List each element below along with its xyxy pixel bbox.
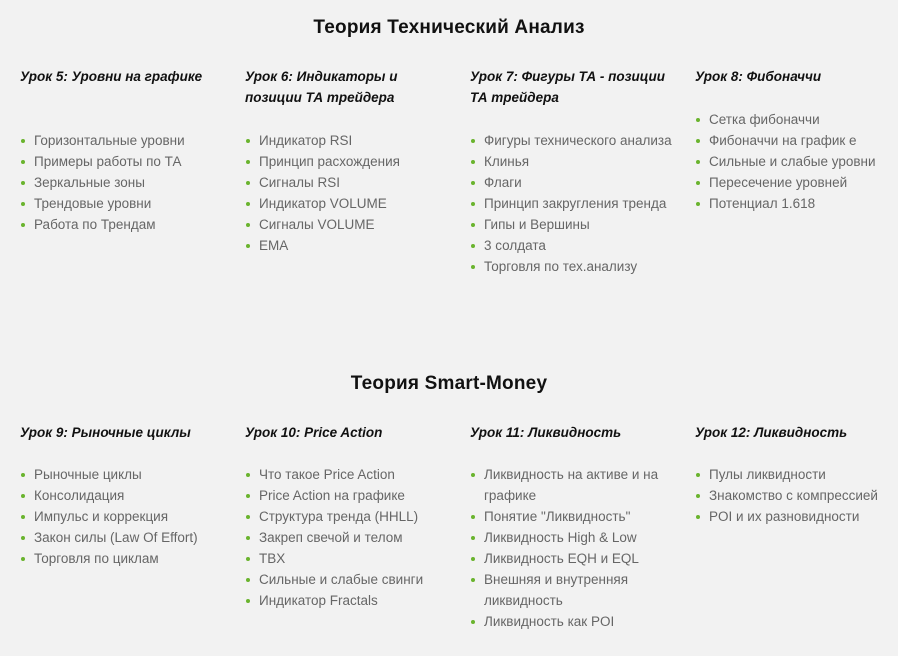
list-item: Горизонтальные уровни [20,130,230,151]
list-item: Принцип закругления тренда [470,193,680,214]
lesson-card-12 [695,422,893,527]
list-item: Ликвидность на активе и на графике [470,464,680,506]
list-item: Пересечение уровней [695,172,893,193]
list-item: Индикатор RSI [245,130,455,151]
list-item: Рыночные циклы [20,464,230,485]
lesson-title: Урок 5: Уровни на графике [20,69,203,84]
list-item: Структура тренда (HHLL) [245,506,455,527]
list-item: Импульс и коррекция [20,506,230,527]
lesson-card-5 [20,66,230,235]
list-item: 3 солдата [470,235,680,256]
list-item: Гипы и Вершины [470,214,680,235]
list-item: Работа по Трендам [20,214,230,235]
lesson-title: Урок 12: Ликвидность [695,425,848,440]
list-item: Клинья [470,151,680,172]
list-item: EMA [245,235,455,256]
list-item: Price Action на графике [245,485,455,506]
list-item: Что такое Price Action [245,464,455,485]
list-item: Трендовые уровни [20,193,230,214]
list-item: Ликвидность EQH и EQL [470,548,680,569]
lesson-title: Урок 8: Фибоначчи [695,69,822,84]
lesson-card-8 [695,66,893,214]
list-item: Фигуры технического анализа [470,130,680,151]
topic-list [245,130,455,256]
lesson-card-10 [245,422,455,611]
topic-list [470,464,680,632]
list-item: Зеркальные зоны [20,172,230,193]
section-title: Теория Smart-Money [350,373,548,394]
lesson-card-9 [20,422,230,569]
list-item: Фибоначчи на график е [695,130,893,151]
list-item: Внешняя и внутренняя ликвидность [470,569,680,611]
list-item: Сильные и слабые уровни [695,151,893,172]
lesson-title: Урок 6: Индикаторы и позиции ТА трейдера [245,69,398,105]
lesson-title: Урок 7: Фигуры ТА - позиции ТА трейдера [470,69,665,105]
list-item: Сильные и слабые свинги [245,569,455,590]
lesson-card-11 [470,422,680,632]
lesson-card-6 [245,66,455,256]
lesson-title: Урок 11: Ликвидность [470,425,622,440]
list-item: Потенциал 1.618 [695,193,893,214]
topic-list [695,464,893,527]
list-item: Сетка фибоначчи [695,109,893,130]
lesson-title: Урок 10: Price Action [245,425,383,440]
list-item: Закон силы (Law Of Effort) [20,527,230,548]
topic-list [20,464,230,569]
list-item: POI и их разновидности [695,506,893,527]
list-item: Понятие "Ликвидность" [470,506,680,527]
list-item: Принцип расхождения [245,151,455,172]
section-title: Теория Технический Анализ [313,17,585,38]
lesson-title: Урок 9: Рыночные циклы [20,425,191,440]
list-item: Торговля по тех.анализу [470,256,680,277]
list-item: Ликвидность High & Low [470,527,680,548]
list-item: Сигналы VOLUME [245,214,455,235]
list-item: Закреп свечой и телом [245,527,455,548]
list-item: Флаги [470,172,680,193]
lesson-card-7 [470,66,680,277]
list-item: TBX [245,548,455,569]
topic-list [470,130,680,277]
list-item: Консолидация [20,485,230,506]
list-item: Пулы ликвидности [695,464,893,485]
list-item: Примеры работы по ТА [20,151,230,172]
list-item: Знакомство с компрессией [695,485,893,506]
list-item: Индикатор Fractals [245,590,455,611]
list-item: Торговля по циклам [20,548,230,569]
topic-list [695,109,893,214]
list-item: Ликвидность как POI [470,611,680,632]
list-item: Индикатор VOLUME [245,193,455,214]
topic-list [20,130,230,235]
list-item: Сигналы RSI [245,172,455,193]
topic-list [245,464,455,611]
